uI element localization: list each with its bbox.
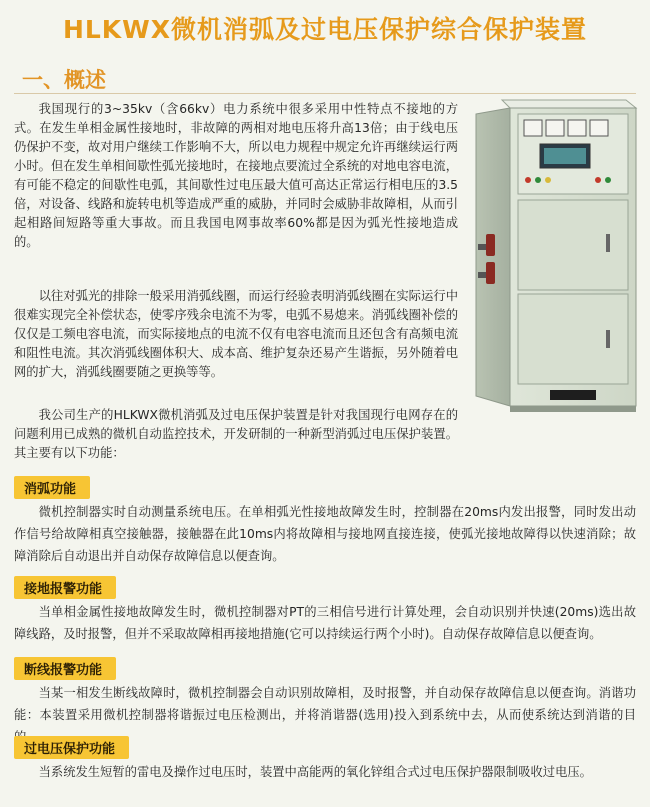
feature-text-ground-alarm: 当单相金属性接地故障发生时，微机控制器对PT的三相信号进行计算处理，会自动识别并快速(20ms)选出故障线路，及时报警，但并不采取故障相再接地措施(它可以持续运行两个小时)。自动保存故障信息以便查询。 <box>14 605 636 641</box>
feature-text-break-alarm: 当某一相发生断线故障时，微机控制器会自动识别故障相，及时报警，并自动保存故障信息以便查询。消谐功能：本装置采用微机控制器将谐振过电压检测出，并将消谐器(选用)投入到系统中去，从而使系统达到消谐的目 <box>14 686 636 722</box>
feature-label-break-alarm: 断线报警功能 <box>14 657 116 680</box>
intro-paragraph-3: 我公司生产的HLKWX微机消弧及过电压保护装置是针对我国现行电网存在的问题利用已成熟的微机自动监控技术，开发研制的一种新型消弧过电压保护装置。其主要有以下功能： <box>14 408 458 460</box>
intro-paragraph-1: 我国现行的3~35kv（含66kv）电力系统中很多采用中性特点不接地的方式。在发生单相金属性接地时，非故障的两相对地电压将升高13倍；由于线电压仍保护不变，故对用户继续工作影响不大，所以电力规程中规定允许再继续运行两小时。但在发生单相间歇性弧光接地时，在接地点要流过全系统的对地电容电流，有可能不稳定的间歇性电弧，其间歇性过电压最大值可高达正常运行相电压的3.5倍，对设备、线路和旋转电机等造成严重的威胁，并同时会威胁非故障相，从而引起相路间短路等重大事故。而且我国电网事故率60%都是因为弧光性接地造成的。 <box>14 102 458 249</box>
feature-text-overvoltage-protection: 当系统发生短暂的雷电及操作过电压时，装置中高能两的氧化锌组合式过电压保护器限制吸收过电压。 <box>38 765 592 779</box>
intro-paragraph-2: 以往对弧光的排除一般采用消弧线圈，而运行经验表明消弧线圈在实际运行中很难实现完全补偿状态，使零序残余电流不为零，电弧不易熄来。消弧线圈补偿的仅仅是工频电容电流，而实际接地点的电流不仅有电容电流而且还包含有高频电流和阻性电流。其次消弧线圈体积大、成本高、维护复杂还易产生谐振，另外随着电网的扩大，消弧线圈要随之更换等等。 <box>14 289 458 379</box>
feature-label-overvoltage-protection: 过电压保护功能 <box>14 736 129 759</box>
document-title: HLKWX微机消弧及过电压保护综合保护装置 <box>62 15 588 44</box>
switchgear-cabinet-image <box>466 94 642 416</box>
feature-label-arc-suppression: 消弧功能 <box>14 476 90 499</box>
feature-text-arc-suppression: 微机控制器实时自动测量系统电压。在单相弧光性接地故障发生时，控制器在20ms内发出报警，同时发出动作信号给故障相真空接触器，接触器在此10ms内将故障相与接地网直接连接，使弧光接地故障得以快速消除；故障消除后自动退出并自动保存故障信息以便查询。 <box>14 505 636 563</box>
section-heading-overview: 一、概述 <box>22 68 106 92</box>
feature-label-ground-alarm: 接地报警功能 <box>14 576 116 599</box>
